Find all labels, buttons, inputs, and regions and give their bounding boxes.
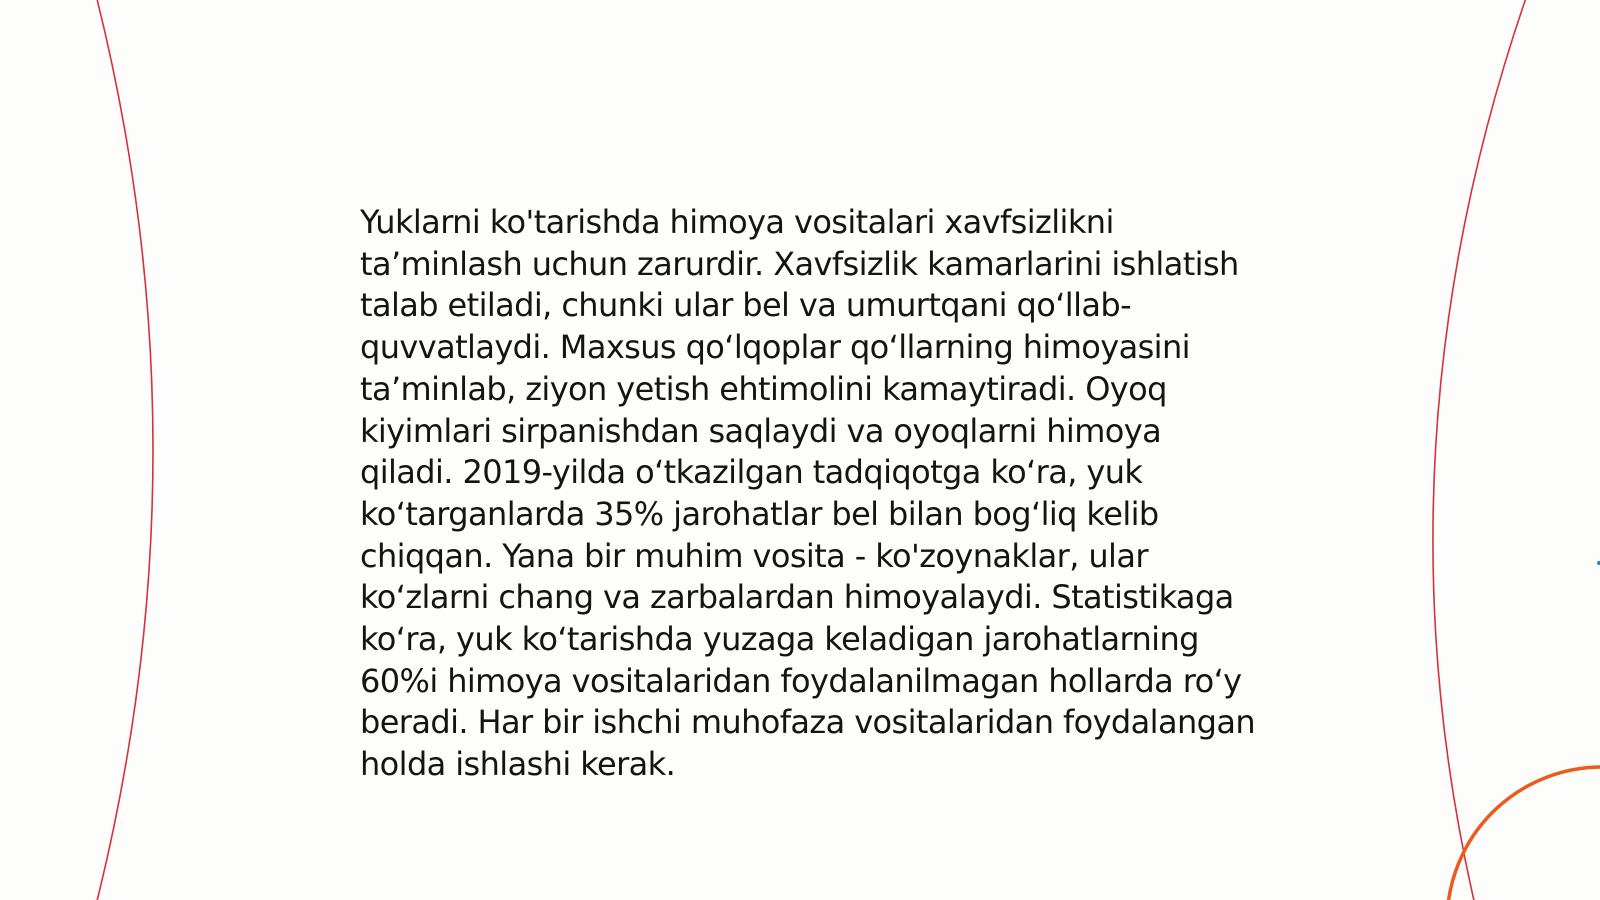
left-curve-line [96,0,153,900]
body-paragraph: Yuklarni ko'tarishda himoya vositalari xavfsizlikni ta’minlash uchun zarurdir. Xavfsizlik kamarlarini ishlatish talab etiladi, chunki ular bel va umurtqani qo‘llab-quvvatlaydi. Maxsus qo‘lqoplar qo‘llarning himoyasini ta’minlab, ziyon yetish ehtimolini kamaytiradi. Oyoq kiyimlari sirpanishdan saqlaydi va oyoqlarni himoya qiladi. 2019-yilda o‘tkazilgan tadqiqotga ko‘ra, yuk ko‘targanlarda 35% jarohatlar bel bilan bog‘liq kelib chiqqan. Yana bir muhim vosita - ko'zoynaklar, ular ko‘zlarni chang va zarbalardan himoyalaydi. Statistikaga ko‘ra, yuk ko‘tarishda yuzaga keladigan jarohatlarning 60%i himoya vositalaridan foydalanilmagan hollarda ro‘y beradi. Har bir ishchi muhofaza vositalaridan foydalangan holda ishlashi kerak. [360,203,1256,784]
orange-arc [1448,767,1600,900]
right-curve-line [1433,0,1527,900]
